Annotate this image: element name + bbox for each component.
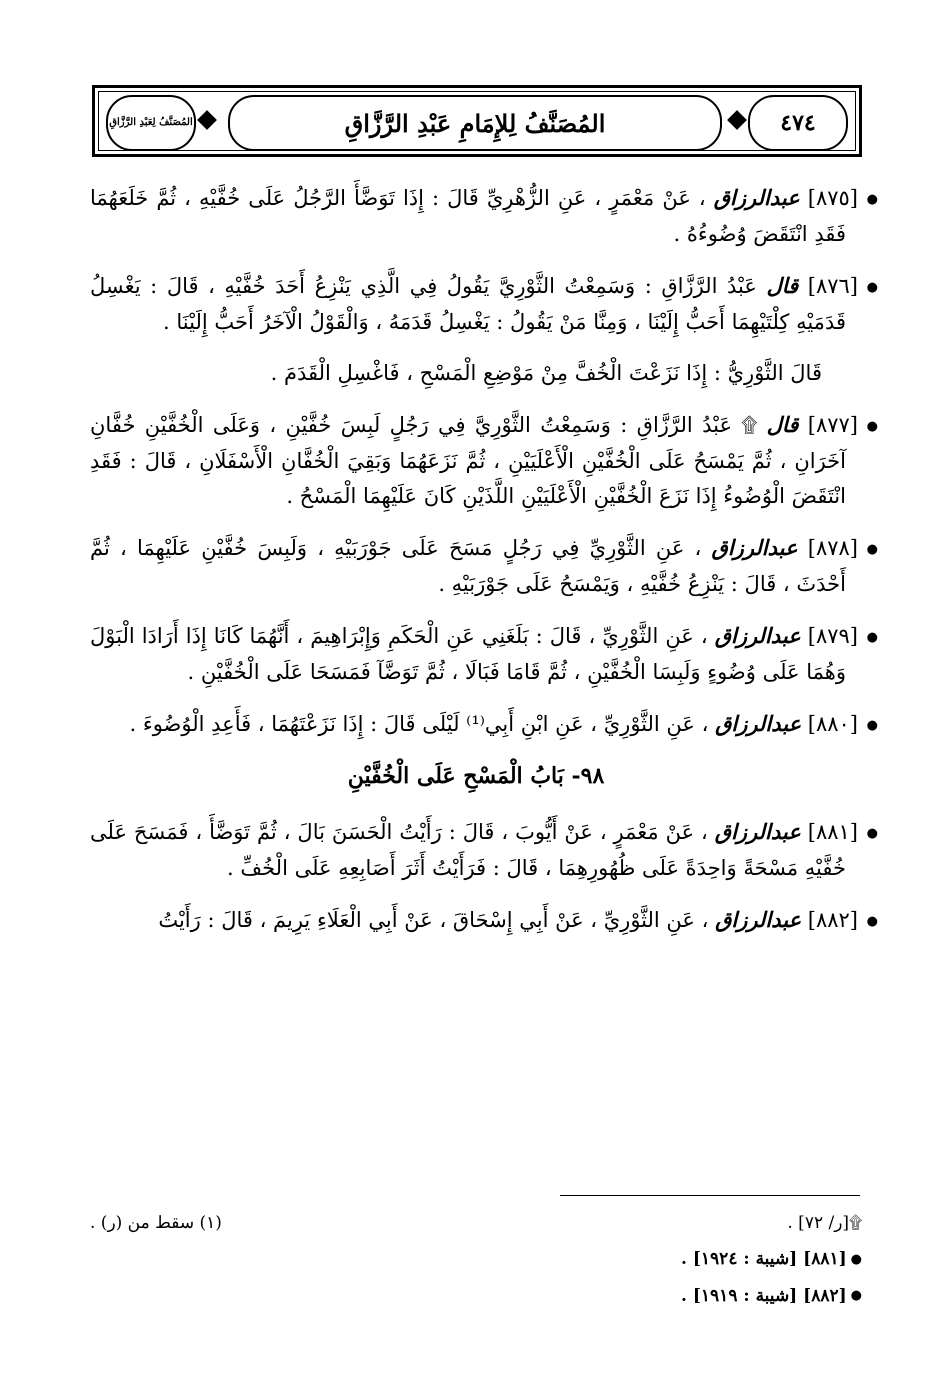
hadith-875: ●[٨٧٥] عبدالرزاق ، عَنْ مَعْمَرٍ ، عَنِ الزُّهْرِيِّ قَالَ : إِذَا تَوَضَّأَ الرَّجُلُ عَلَى خُفَّيْهِ ، ثُمَّ خَلَعَهُمَا فَقَدِ انْتَقَضَ وُضُوءُهُ . (90, 185, 878, 246)
narrator: قال (766, 412, 799, 437)
hadith-number: [٨٧٧] (807, 413, 858, 437)
hadith-number: [٨٧٥] (807, 186, 858, 210)
manuscript-marker: ۩[ر/ ٧٢] . (787, 1213, 862, 1233)
hadith-number: [٨٨١] (807, 820, 858, 844)
footnote-row (90, 1212, 862, 1234)
hadith-882: ●[٨٨٢] عبدالرزاق ، عَنِ الثَّوْرِيِّ ، عَنْ أَبِي إِسْحَاقَ ، عَنْ أَبِي الْعَلَاءِ يَرِيمَ ، قَالَ : رَأَيْتُ (158, 907, 878, 932)
hadith-number: [٨٧٨] (807, 536, 858, 560)
hadith-881: ●[٨٨١] عبدالرزاق ، عَنْ مَعْمَرٍ ، عَنْ أَيُّوبَ ، قَالَ : رَأَيْتُ الْحَسَنَ بَالَ ، ثُمَّ تَوَضَّأَ ، فَمَسَحَ عَلَى خُفَّيْهِ مَسْحَةً وَاحِدَةً عَلَى ظُهُورِهِمَا ، قَالَ : فَرَأَيْتُ أَثَرَ أَصَابِعِهِ عَلَى الْخُفِّ . (90, 819, 878, 880)
narrator: عبدالرزاق (715, 711, 802, 736)
hadith-879: ●[٨٧٩] عبدالرزاق ، عَنِ الثَّوْرِيِّ ، قَالَ : بَلَغَنِي عَنِ الْحَكَمِ وَإِبْرَاهِيمَ ، أَنَّهُمَا كَانَا إِذَا أَرَادَا الْبَوْلَ وَهُمَا عَلَى وُضُوءٍ وَلَبِسَا الْخُفَّيْنِ ، ثُمَّ قَامَا فَبَالَا ، ثُمَّ تَوَضَّآ فَمَسَحَا عَلَى الْخُفَّيْنِ . (90, 623, 878, 684)
hadith-number: [٨٨٠] (807, 712, 858, 736)
narrator: عبدالرزاق (713, 185, 800, 210)
narrator: عبدالرزاق (714, 623, 801, 648)
footnote-separator (560, 1195, 860, 1196)
hadith-number: [٨٨٢] (807, 908, 858, 932)
footnotes (90, 1212, 862, 1321)
hadith-text: ، عَنْ مَعْمَرٍ ، عَنْ أَيُّوبَ ، قَالَ : رَأَيْتُ الْحَسَنَ بَالَ ، ثُمَّ تَوَضَّأَ ، فَمَسَحَ عَلَى خُفَّيْهِ مَسْحَةً وَاحِدَةً عَلَى ظُهُورِهِمَا ، قَالَ : فَرَأَيْتُ أَثَرَ أَصَابِعِهِ عَلَى الْخُفِّ . (90, 820, 846, 880)
reference-text: [٨٨٢] [شيبة : ١٩١٩] . (681, 1285, 847, 1306)
page-number: ٤٧٤ (748, 95, 848, 151)
thawri-comment (90, 356, 862, 391)
hadith-text: ، عَنِ الثَّوْرِيِّ فِي رَجُلٍ مَسَحَ عَلَى جَوْرَبَيْهِ ، وَلَبِسَ خُفَّيْنِ عَلَيْهِمَا ، ثُمَّ أَحْدَثَ ، قَالَ : يَنْزِعُ خُفَّيْهِ ، وَيَمْسَحُ عَلَى جَوْرَبَيْهِ . (90, 536, 846, 596)
running-title: المُصَنَّفُ لِلإِمَامِ عَبْدِ الرَّزَّاقِ (228, 95, 722, 151)
page-header (92, 85, 862, 157)
comment-text: قَالَ الثَّوْرِيُّ : إِذَا نَزَعْتَ الْخُفَّ مِنْ مَوْضِعِ الْمَسْحِ ، فَاغْسِلِ الْقَدَمَ . (270, 361, 822, 385)
narrator: قال (766, 273, 799, 298)
section-heading: ٩٨- بَابُ الْمَسْحِ عَلَى الْخُفَّيْنِ (347, 763, 605, 789)
hadith-text: ۩ عَبْدُ الرَّزَّاقِ : وَسَمِعْتُ الثَّوْرِيَّ فِي رَجُلٍ لَبِسَ خُفَّيْنِ ، وَعَلَى الْخُفَّيْنِ خُفَّانِ آخَرَانِ ، ثُمَّ يَمْسَحُ عَلَى الْخُفَّيْنِ الْأَعْلَيَيْنِ ، ثُمَّ نَزَعَهُمَا وَبَقِيَ الْخُفَّانِ الْأَسْفَلَانِ ، قَالَ : فَقَدِ انْتَقَضَ الْوُضُوءُ إِذَا نَزَعَ الْخُفَّيْنِ الْأَعْلَيَيْنِ اللَّذَيْنِ كَانَ عَلَيْهِمَا الْمَسْحُ . (90, 413, 846, 508)
main-text (90, 180, 878, 955)
hadith-number: [٨٧٦] (807, 274, 858, 298)
hadith-number: [٨٧٩] (807, 624, 858, 648)
hadith-880: ●[٨٨٠] عبدالرزاق ، عَنِ الثَّوْرِيِّ ، عَنِ ابْنِ أَبِي⁽¹⁾ لَيْلَى قَالَ : إِذَا نَزَعْتَهُمَا ، فَأَعِدِ الْوُضُوءَ . (129, 711, 878, 736)
footnote-1: (١) سقط من (ر) . (90, 1213, 222, 1233)
reference-881 (90, 1248, 862, 1271)
narrator: عبدالرزاق (714, 819, 801, 844)
hadith-text: ، عَنِ الثَّوْرِيِّ ، قَالَ : بَلَغَنِي عَنِ الْحَكَمِ وَإِبْرَاهِيمَ ، أَنَّهُمَا كَانَا إِذَا أَرَادَا الْبَوْلَ وَهُمَا عَلَى وُضُوءٍ وَلَبِسَا الْخُفَّيْنِ ، ثُمَّ قَامَا فَبَالَا ، ثُمَّ تَوَضَّآ فَمَسَحَا عَلَى الْخُفَّيْنِ . (90, 624, 846, 684)
hadith-text: عَبْدُ الرَّزَّاقِ : وَسَمِعْتُ الثَّوْرِيَّ يَقُولُ فِي الَّذِي يَنْزِعُ أَحَدَ خُفَّيْهِ ، قَالَ : يَغْسِلُ قَدَمَيْهِ كِلْتَيْهِمَا أَحَبُّ إِلَيْنَا ، وَمِنَّا مَنْ يَقُولُ : يَغْسِلُ قَدَمَهُ ، وَالْقَوْلُ الْآخَرُ أَحَبُّ إِلَيْنَا . (90, 274, 846, 334)
hadith-877: ●[٨٧٧] قال ۩ عَبْدُ الرَّزَّاقِ : وَسَمِعْتُ الثَّوْرِيَّ فِي رَجُلٍ لَبِسَ خُفَّيْنِ ، وَعَلَى الْخُفَّيْنِ خُفَّانِ آخَرَانِ ، ثُمَّ يَمْسَحُ عَلَى الْخُفَّيْنِ الْأَعْلَيَيْنِ ، ثُمَّ نَزَعَهُمَا وَبَقِيَ الْخُفَّانِ الْأَسْفَلَانِ ، قَالَ : فَقَدِ انْتَقَضَ الْوُضُوءُ إِذَا نَزَعَ الْخُفَّيْنِ الْأَعْلَيَيْنِ اللَّذَيْنِ كَانَ عَلَيْهِمَا الْمَسْحُ . (90, 412, 878, 508)
reference-text: [٨٨١] [شيبة : ١٩٢٤] . (681, 1249, 847, 1269)
hadith-876: ●[٨٧٦] قال عَبْدُ الرَّزَّاقِ : وَسَمِعْتُ الثَّوْرِيَّ يَقُولُ فِي الَّذِي يَنْزِعُ أَحَدَ خُفَّيْهِ ، قَالَ : يَغْسِلُ قَدَمَيْهِ كِلْتَيْهِمَا أَحَبُّ إِلَيْنَا ، وَمِنَّا مَنْ يَقُولُ : يَغْسِلُ قَدَمَهُ ، وَالْقَوْلُ الْآخَرُ أَحَبُّ إِلَيْنَا . (90, 273, 878, 334)
narrator: عبدالرزاق (711, 535, 798, 560)
bullet-icon: ● (850, 1251, 862, 1267)
hadith-text: ، عَنِ الثَّوْرِيِّ ، عَنِ ابْنِ أَبِي⁽¹⁾ لَيْلَى قَالَ : إِذَا نَزَعْتَهُمَا ، فَأَعِدِ الْوُضُوءَ . (129, 712, 709, 736)
book-badge: المُصَنَّفُ لِعَبْدِ الرَّزَّاقِ (106, 95, 196, 151)
narrator: عبدالرزاق (715, 907, 802, 932)
reference-882 (90, 1285, 862, 1308)
bullet-icon: ● (850, 1288, 862, 1303)
hadith-text: ، عَنْ مَعْمَرٍ ، عَنِ الزُّهْرِيِّ قَالَ : إِذَا تَوَضَّأَ الرَّجُلُ عَلَى خُفَّيْهِ ، ثُمَّ خَلَعَهُمَا فَقَدِ انْتَقَضَ وُضُوءُهُ . (90, 186, 846, 246)
hadith-878: ●[٨٧٨] عبدالرزاق ، عَنِ الثَّوْرِيِّ فِي رَجُلٍ مَسَحَ عَلَى جَوْرَبَيْهِ ، وَلَبِسَ خُفَّيْنِ عَلَيْهِمَا ، ثُمَّ أَحْدَثَ ، قَالَ : يَنْزِعُ خُفَّيْهِ ، وَيَمْسَحُ عَلَى جَوْرَبَيْهِ . (90, 535, 878, 596)
hadith-text: ، عَنِ الثَّوْرِيِّ ، عَنْ أَبِي إِسْحَاقَ ، عَنْ أَبِي الْعَلَاءِ يَرِيمَ ، قَالَ : رَأَيْتُ (158, 908, 709, 932)
